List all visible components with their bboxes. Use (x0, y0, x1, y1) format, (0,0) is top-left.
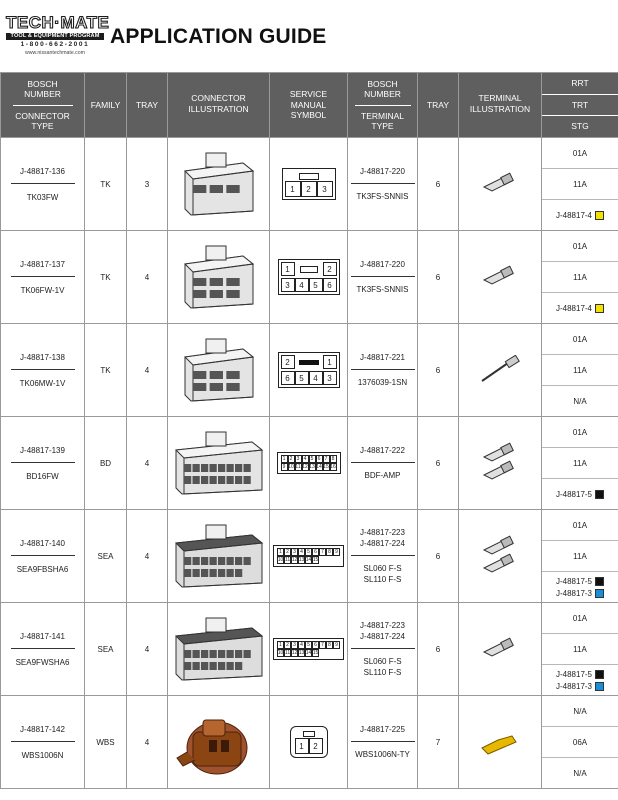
header-service-manual-symbol (270, 73, 348, 138)
techmate-logo (6, 13, 110, 60)
symbol-pin: 4 (295, 278, 309, 292)
logo-tagline: TOOL & EQUIPMENT PROGRAM (6, 33, 104, 40)
logo-phone: 1-800-662-2001 (20, 41, 90, 48)
stg-color-swatch (595, 304, 604, 313)
symbol-pin: 6 (323, 278, 337, 292)
header-connector-illustration-label: CONNECTOR ILLUSTRATION (188, 93, 249, 114)
bosch-number: J-48817-138 (20, 352, 65, 362)
header-tray-2: TRAY (418, 73, 459, 138)
symbol-pin: 3 (323, 371, 337, 385)
symbol-pin: 1 (323, 355, 337, 369)
cell-bosch-terminal (348, 231, 418, 324)
service-manual-symbol (278, 352, 340, 388)
cell-service-manual-symbol (270, 417, 348, 510)
cell-service-manual-symbol (270, 696, 348, 789)
cell-bosch-connector (1, 138, 85, 231)
table-row (1, 510, 618, 603)
symbol-pin: 13 (298, 650, 305, 656)
cell-bosch-connector (1, 417, 85, 510)
stg-values (542, 478, 618, 509)
symbol-pin: 6 (312, 548, 319, 556)
stg-color-swatch (595, 211, 604, 220)
cell-family: TK (85, 231, 127, 324)
symbol-pin: 15 (323, 464, 329, 470)
symbol-pin: 1 (285, 181, 301, 197)
terminal-type: TK3FS-SNNIS (356, 192, 409, 201)
terminal-type: SL110 F-S (363, 575, 402, 584)
stg-color-swatch (595, 490, 604, 499)
terminal-type: SL060 F-S (363, 564, 402, 573)
cell-family: TK (85, 138, 127, 231)
header-trt: TRT (542, 94, 618, 116)
symbol-pin: 6 (281, 371, 295, 385)
header-bosch-terminal (348, 73, 418, 138)
symbol-pin: 4 (309, 371, 323, 385)
header-tray: TRAY (127, 73, 168, 138)
header-stg: STG (542, 115, 618, 137)
header-terminal-illustration (459, 73, 542, 138)
terminal-type: SL110 F-S (363, 668, 402, 677)
symbol-pin: 12 (291, 557, 298, 563)
header-rrt: RRT (571, 78, 589, 89)
connector-type: TK06MW-1V (19, 378, 66, 388)
cell-terminal-illustration (459, 417, 542, 510)
cell-family: WBS (85, 696, 127, 789)
cell-tray: 4 (127, 324, 168, 417)
symbol-pin: 3 (291, 641, 298, 649)
symbol-pin: 3 (317, 181, 333, 197)
symbol-pin: 5 (309, 278, 323, 292)
symbol-pin: 2 (288, 455, 295, 463)
cell-terminal-illustration (459, 138, 542, 231)
cell-terminal-illustration (459, 231, 542, 324)
symbol-pin: 10 (277, 650, 284, 656)
symbol-pin: 9 (281, 463, 288, 471)
stg-color-swatch (595, 589, 604, 598)
rrt-value: 01A (572, 148, 588, 158)
symbol-pin: 1 (277, 548, 284, 556)
cell-rrt-trt-stg (542, 696, 618, 789)
trt-value: 06A (542, 726, 618, 757)
terminal-illustration (478, 636, 522, 662)
stg-item (556, 304, 604, 313)
table-row (1, 138, 618, 231)
connector-illustration-svg (173, 702, 265, 782)
symbol-pin: 5 (305, 548, 312, 556)
cell-bosch-terminal (348, 417, 418, 510)
table-row (1, 231, 618, 324)
cell-tray-2: 7 (418, 696, 459, 789)
terminal-bosch-number: J-48817-224 (360, 632, 405, 641)
terminal-bosch-number: J-48817-225 (360, 725, 405, 734)
connector-illustration-svg (179, 242, 259, 312)
cell-family: TK (85, 324, 127, 417)
terminal-illustration (478, 534, 522, 578)
cell-tray-2: 6 (418, 231, 459, 324)
symbol-pin: 12 (302, 464, 308, 470)
stg-item (556, 589, 604, 598)
connector-illustration-svg (170, 521, 268, 591)
service-manual-symbol (290, 726, 328, 758)
cell-tray: 4 (127, 603, 168, 696)
symbol-pin: 12 (291, 650, 298, 656)
trt-value: 11A (542, 261, 618, 292)
header-terminal-type: TERMINAL TYPE (361, 110, 404, 131)
cell-connector-illustration (168, 231, 270, 324)
connector-type: SEA9FWSHA6 (15, 657, 70, 667)
stg-label: J-48817-5 (555, 669, 593, 679)
cell-bosch-connector (1, 696, 85, 789)
cell-bosch-connector (1, 231, 85, 324)
stg-label: J-48817-5 (555, 489, 593, 499)
terminal-bosch-number: J-48817-222 (360, 446, 405, 455)
service-manual-symbol (282, 168, 336, 200)
stg-label: J-48817-4 (555, 303, 593, 313)
symbol-pin: 15 (312, 557, 319, 563)
rrt-value: N/A (573, 706, 587, 716)
symbol-pin: 2 (281, 355, 295, 369)
stg-item (556, 577, 604, 586)
cell-connector-illustration (168, 510, 270, 603)
cell-tray-2: 6 (418, 138, 459, 231)
symbol-pin: 2 (323, 262, 337, 276)
stg-values (542, 199, 618, 230)
symbol-pin: 8 (330, 455, 337, 463)
stg-values (542, 292, 618, 323)
symbol-pin: 7 (319, 548, 326, 556)
bosch-number: J-48817-137 (20, 259, 65, 269)
stg-label: J-48817-4 (555, 210, 593, 220)
bosch-number: J-48817-136 (20, 166, 65, 176)
symbol-pin: 3 (281, 278, 295, 292)
symbol-pin: 1 (295, 738, 309, 754)
stg-values (542, 571, 618, 602)
cell-connector-illustration (168, 324, 270, 417)
cell-tray: 4 (127, 510, 168, 603)
cell-tray: 4 (127, 417, 168, 510)
cell-rrt-trt-stg (542, 231, 618, 324)
logo-brand: TECH·MATE (6, 13, 110, 32)
stg-item (556, 670, 604, 679)
trt-value: 11A (542, 540, 618, 571)
terminal-bosch-number: J-48817-220 (360, 167, 405, 176)
stg-color-swatch (595, 577, 604, 586)
cell-service-manual-symbol (270, 231, 348, 324)
connector-type: SEA9FBSHA6 (16, 564, 69, 574)
stg-item (573, 769, 586, 778)
symbol-pin: 3 (295, 455, 302, 463)
cell-terminal-illustration (459, 696, 542, 789)
symbol-pin: 11 (284, 650, 291, 656)
symbol-pin: 16 (330, 464, 336, 470)
cell-connector-illustration (168, 696, 270, 789)
symbol-pin: 1 (277, 641, 284, 649)
symbol-pin: 3 (291, 548, 298, 556)
cell-tray: 4 (127, 231, 168, 324)
cell-bosch-terminal (348, 510, 418, 603)
symbol-pin: 7 (323, 455, 330, 463)
symbol-pin: 10 (288, 464, 294, 470)
symbol-pin: 7 (319, 641, 326, 649)
application-guide-table (0, 72, 618, 789)
symbol-pin: 5 (309, 455, 316, 463)
cell-bosch-terminal (348, 603, 418, 696)
terminal-illustration (478, 728, 522, 756)
symbol-pin: 8 (326, 548, 333, 556)
connector-illustration-svg (170, 428, 268, 498)
symbol-pin: 2 (309, 738, 323, 754)
symbol-pin: 10 (277, 557, 284, 563)
stg-label: J-48817-5 (555, 576, 593, 586)
header-service-manual-label: SERVICE MANUAL SYMBOL (289, 89, 328, 121)
symbol-pin: 8 (326, 641, 333, 649)
symbol-pin: 2 (284, 548, 291, 556)
cell-connector-illustration (168, 138, 270, 231)
cell-family: BD (85, 417, 127, 510)
symbol-pin: 15 (312, 650, 319, 656)
header-family: FAMILY (85, 73, 127, 138)
rrt-value: 01A (572, 427, 588, 437)
symbol-pin: 6 (312, 641, 319, 649)
connector-illustration-svg (179, 149, 259, 219)
cell-bosch-terminal (348, 696, 418, 789)
cell-tray-2: 6 (418, 603, 459, 696)
header-terminal-illustration-label: TERMINAL ILLUSTRATION (469, 93, 531, 114)
header-bosch-connector (1, 73, 85, 138)
rrt-value: 01A (572, 334, 588, 344)
cell-tray: 4 (127, 696, 168, 789)
bosch-number: J-48817-139 (20, 445, 65, 455)
terminal-bosch-number: J-48817-224 (360, 539, 405, 548)
cell-tray-2: 6 (418, 417, 459, 510)
rrt-value: 01A (572, 241, 588, 251)
symbol-pin: 1 (281, 455, 288, 463)
page-title: APPLICATION GUIDE (110, 25, 327, 48)
terminal-bosch-number: J-48817-220 (360, 260, 405, 269)
service-manual-symbol (273, 638, 344, 660)
cell-service-manual-symbol (270, 324, 348, 417)
bosch-number: J-48817-142 (20, 724, 65, 734)
stg-item (556, 490, 604, 499)
trt-value: 11A (542, 447, 618, 478)
logo-website: www.nissantechmate.com (25, 50, 85, 56)
symbol-pin: 5 (305, 641, 312, 649)
terminal-bosch-number: J-48817-223 (360, 528, 405, 537)
stg-label: J-48817-3 (555, 588, 593, 598)
terminal-illustration (478, 441, 522, 485)
terminal-type: WBS1006N-TY (355, 750, 410, 759)
terminal-type: SL060 F-S (363, 657, 402, 666)
stg-item (556, 682, 604, 691)
cell-rrt-trt-stg (542, 417, 618, 510)
stg-color-swatch (595, 670, 604, 679)
cell-terminal-illustration (459, 324, 542, 417)
cell-service-manual-symbol (270, 138, 348, 231)
cell-rrt-trt-stg (542, 510, 618, 603)
cell-service-manual-symbol (270, 603, 348, 696)
symbol-pin: 11 (284, 557, 291, 563)
stg-label: J-48817-3 (555, 681, 593, 691)
table-header-row (1, 73, 618, 138)
connector-type: TK06FW-1V (20, 285, 65, 295)
symbol-pin: 13 (309, 464, 315, 470)
cell-tray: 3 (127, 138, 168, 231)
symbol-pin: 14 (316, 464, 322, 470)
cell-bosch-terminal (348, 138, 418, 231)
stg-color-swatch (595, 682, 604, 691)
cell-rrt-trt-stg (542, 138, 618, 231)
table-row (1, 324, 618, 417)
cell-bosch-connector (1, 510, 85, 603)
service-manual-symbol (278, 259, 340, 295)
symbol-pin: 1 (281, 262, 295, 276)
header-bosch-number: BOSCH NUMBER (24, 78, 61, 99)
trt-value: 11A (542, 354, 618, 385)
symbol-pin: 13 (298, 557, 305, 563)
terminal-illustration (478, 171, 522, 197)
symbol-pin: 14 (305, 557, 312, 563)
table-row (1, 417, 618, 510)
rrt-value: 01A (572, 520, 588, 530)
bosch-number: J-48817-140 (20, 538, 65, 548)
stg-item (573, 397, 586, 406)
header-bosch-number-terminal: BOSCH NUMBER (364, 78, 401, 99)
connector-type: BD16FW (26, 471, 59, 481)
symbol-pin: 4 (298, 548, 305, 556)
cell-connector-illustration (168, 603, 270, 696)
header-connector-illustration (168, 73, 270, 138)
table-row (1, 696, 618, 789)
stg-label: N/A (573, 396, 587, 406)
service-manual-symbol (277, 452, 341, 474)
header-connector-type: CONNECTOR TYPE (15, 110, 70, 131)
symbol-pin: 9 (333, 548, 340, 556)
connector-illustration-svg (179, 335, 259, 405)
cell-bosch-connector (1, 603, 85, 696)
table-row (1, 603, 618, 696)
cell-connector-illustration (168, 417, 270, 510)
terminal-pin-illustration (478, 355, 522, 385)
trt-value: 11A (542, 633, 618, 664)
terminal-type: BDF-AMP (364, 471, 401, 480)
terminal-type: 1376039-1SN (357, 378, 408, 387)
stg-item (556, 211, 604, 220)
symbol-pin: 6 (316, 455, 323, 463)
connector-illustration-svg (170, 614, 268, 684)
symbol-pin: 9 (333, 641, 340, 649)
bosch-number: J-48817-141 (20, 631, 65, 641)
symbol-pin: 2 (301, 181, 317, 197)
cell-tray-2: 6 (418, 324, 459, 417)
cell-bosch-connector (1, 324, 85, 417)
connector-type: WBS1006N (21, 750, 64, 760)
cell-tray-2: 6 (418, 510, 459, 603)
cell-rrt-trt-stg (542, 324, 618, 417)
stg-values (542, 385, 618, 416)
symbol-pin: 5 (295, 371, 309, 385)
rrt-value: 01A (572, 613, 588, 623)
symbol-pin: 2 (284, 641, 291, 649)
symbol-pin: 14 (305, 650, 312, 656)
service-manual-symbol (273, 545, 344, 567)
symbol-pin: 4 (302, 455, 309, 463)
stg-values (542, 664, 618, 695)
cell-rrt-trt-stg (542, 603, 618, 696)
cell-family: SEA (85, 510, 127, 603)
cell-bosch-terminal (348, 324, 418, 417)
cell-family: SEA (85, 603, 127, 696)
terminal-illustration (478, 264, 522, 290)
header-rrt-trt-stg (542, 73, 618, 138)
trt-value: 11A (542, 168, 618, 199)
cell-terminal-illustration (459, 510, 542, 603)
terminal-bosch-number: J-48817-223 (360, 621, 405, 630)
cell-terminal-illustration (459, 603, 542, 696)
terminal-bosch-number: J-48817-221 (360, 353, 405, 362)
terminal-type: TK3FS-SNNIS (356, 285, 409, 294)
connector-type: TK03FW (26, 192, 59, 202)
symbol-pin: 11 (295, 464, 301, 470)
cell-service-manual-symbol (270, 510, 348, 603)
symbol-pin: 4 (298, 641, 305, 649)
stg-label: N/A (573, 768, 587, 778)
stg-values (542, 757, 618, 788)
